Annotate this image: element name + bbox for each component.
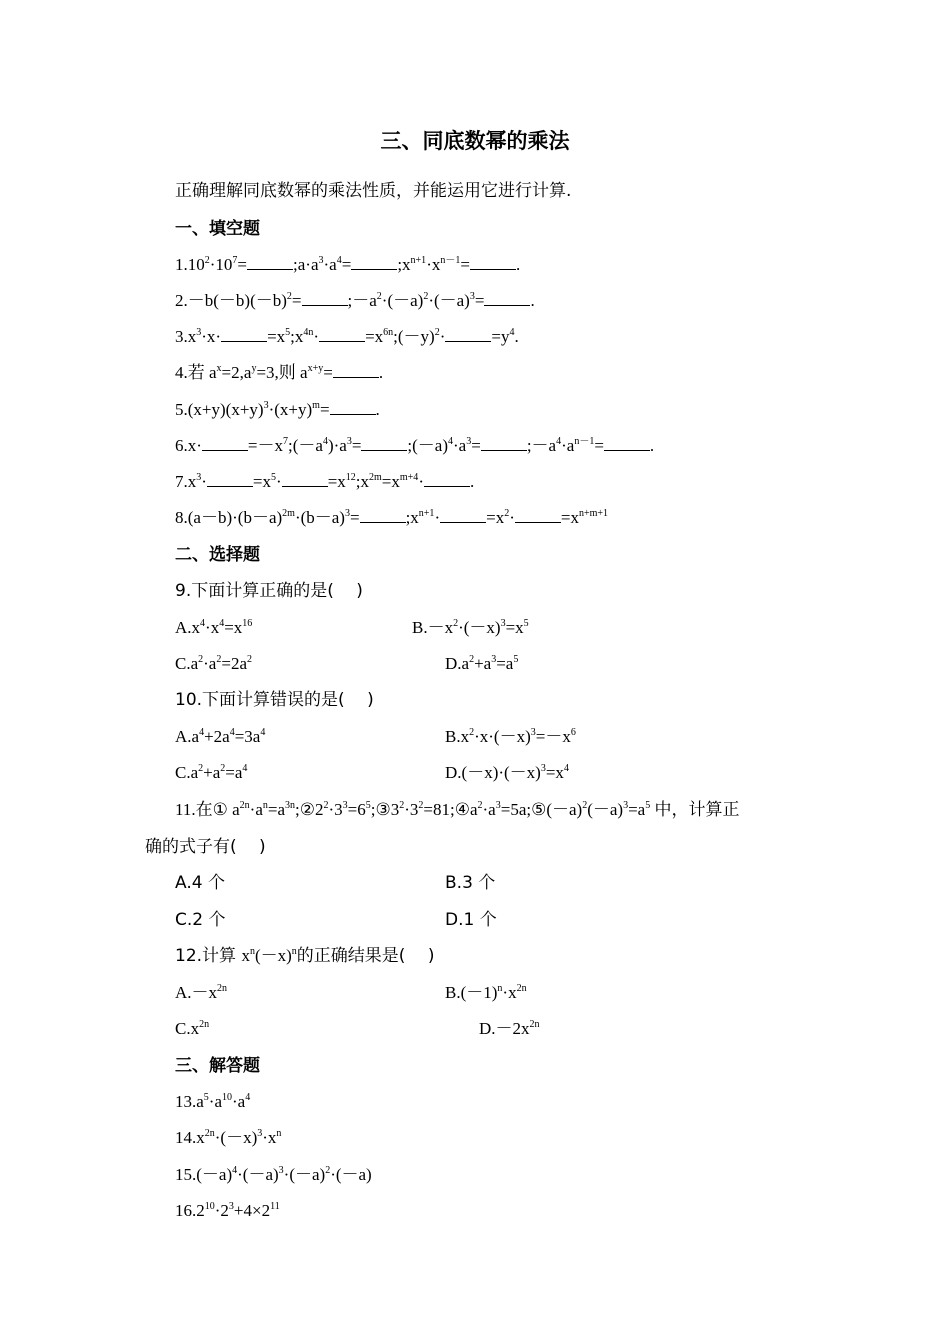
answer-blank[interactable] [319,327,365,342]
q11-option-c[interactable]: C.2 个 [175,910,226,930]
answer-blank[interactable] [351,255,397,270]
intro-text: 正确理解同底数幂的乘法性质，并能运用它进行计算. [175,181,572,201]
question-12-stem: 12.计算 $x^n(-x)^n$的正确结果是( ) [175,946,435,966]
question-3: $3.x^3\cdot x\cdot$ $=x^5;x^{4n}\cdot$ $=x^{6n};(-y)^2\cdot =y^4$. [175,327,519,346]
question-6: $6.x\cdot =-x^7;(-a^4)\cdot a^3=$ $;(-a)^4\cdot a^3=$ $;-a^4\cdot a^{n-1}=$ . [175,436,655,455]
question-15: $15.(-a)^4\cdot(-a)^3\cdot(-a)^2\cdot(-a)$ [175,1165,372,1184]
answer-blank[interactable] [360,508,406,523]
answer-blank[interactable] [302,291,348,306]
question-5: $5.(x+y)(x+y)^3\cdot(x+y)^m=$ . [175,400,380,419]
q11-stem-tail: 中，计算正 [654,800,740,820]
q9-option-c[interactable]: $C.a^2\cdot a^2=2a^2$ [175,654,252,673]
q10-option-a[interactable]: $A.a^4+2a^4=3a^4$ [175,727,266,746]
answer-blank[interactable] [207,472,253,487]
question-9-stem: 9.下面计算正确的是( ) [175,581,363,601]
q12-prefix: 12.计算 [175,946,242,966]
answer-blank[interactable] [424,472,470,487]
answer-blank[interactable] [515,508,561,523]
q11-option-b[interactable]: B.3 个 [445,873,496,893]
q11-option-d[interactable]: D.1 个 [445,910,497,930]
question-10-stem: 10.下面计算错误的是( ) [175,690,374,710]
q10-option-d[interactable]: $D.(-x)\cdot(-x)^3=x^4$ [445,763,569,782]
question-1: $1.10^2\cdot 10^7=$ $;a\cdot a^3\cdot a^4=$ $;x^{n+1}\cdot x^{n-1}=$ . [175,255,521,274]
question-14: $14.x^{2n}\cdot(-x)^3\cdot x^n$ [175,1128,282,1147]
answer-blank[interactable] [361,436,407,451]
answer-blank[interactable] [330,400,376,415]
page-title: 三、同底数幂的乘法 [380,129,570,153]
answer-blank[interactable] [484,291,530,306]
answer-blank[interactable] [445,327,491,342]
question-16: $16.2^{10}\cdot 2^3+4\times 2^{11}$ [175,1201,280,1220]
section-fill-heading: 一、填空题 [175,219,260,239]
question-7: $7.x^3\cdot =x^5\cdot$ $=x^{12};x^{2m}=x^{m+4}\cdot$ . [175,472,475,491]
answer-blank[interactable] [440,508,486,523]
q9-option-a[interactable]: $A.x^4\cdot x^4=x^{16}$ [175,618,253,637]
answer-blank[interactable] [333,363,379,378]
q9-option-b[interactable]: $B.-x^2\cdot(-x)^3=x^5$ [412,618,529,637]
answer-blank[interactable] [481,436,527,451]
q10-option-c[interactable]: $C.a^2+a^2=a^4$ [175,763,248,782]
question-4: 4.若 $a^x=2,a^y=3$,则 $a^{x+y}=$ . [175,363,384,383]
section-choice-heading: 二、选择题 [175,545,260,565]
question-13: $13.a^5\cdot a^{10}\cdot a^4$ [175,1092,251,1111]
answer-blank[interactable] [247,255,293,270]
q10-option-b[interactable]: $B.x^2\cdot x\cdot(-x)^3=-x^6$ [445,727,576,746]
q12-option-d[interactable]: $D.-2x^{2n}$ [479,1019,540,1038]
answer-blank[interactable] [282,472,328,487]
q12-option-a[interactable]: $A.-x^{2n}$ [175,983,228,1002]
q9-option-d[interactable]: $D.a^2+a^3=a^5$ [445,654,519,673]
answer-blank[interactable] [470,255,516,270]
answer-blank[interactable] [221,327,267,342]
q12-suffix: 的正确结果是( ) [296,946,435,966]
question-11-stem-line2: 确的式子有( ) [145,837,266,857]
answer-blank[interactable] [202,436,248,451]
question-11-stem: 11.在① $a^{2n}\cdot a^n=a^{3n};②2^2\cdot 3^3=6^5;③3^2\cdot 3^2=81;④a^2\cdot a^3=5a;⑤(-a)^2(-a)^3=a^5$ 中，计算正 [175,800,740,820]
answer-blank[interactable] [604,436,650,451]
q11-option-a[interactable]: A.4 个 [175,873,225,893]
question-8: $8.(a-b)\cdot(b-a)^{2m}\cdot(b-a)^3=$ $;x^{n+1}\cdot =x^2\cdot =x^{n+m+1}$ [175,508,609,527]
section-solve-heading: 三、解答题 [175,1056,260,1076]
question-2: $2.-b(-b)(-b)^2=$ $;-a^2\cdot(-a)^2\cdot(-a)^3=$ . [175,291,535,310]
q12-option-b[interactable]: $B.(-1)^n\cdot x^{2n}$ [445,983,527,1002]
q12-option-c[interactable]: $C.x^{2n}$ [175,1019,210,1038]
